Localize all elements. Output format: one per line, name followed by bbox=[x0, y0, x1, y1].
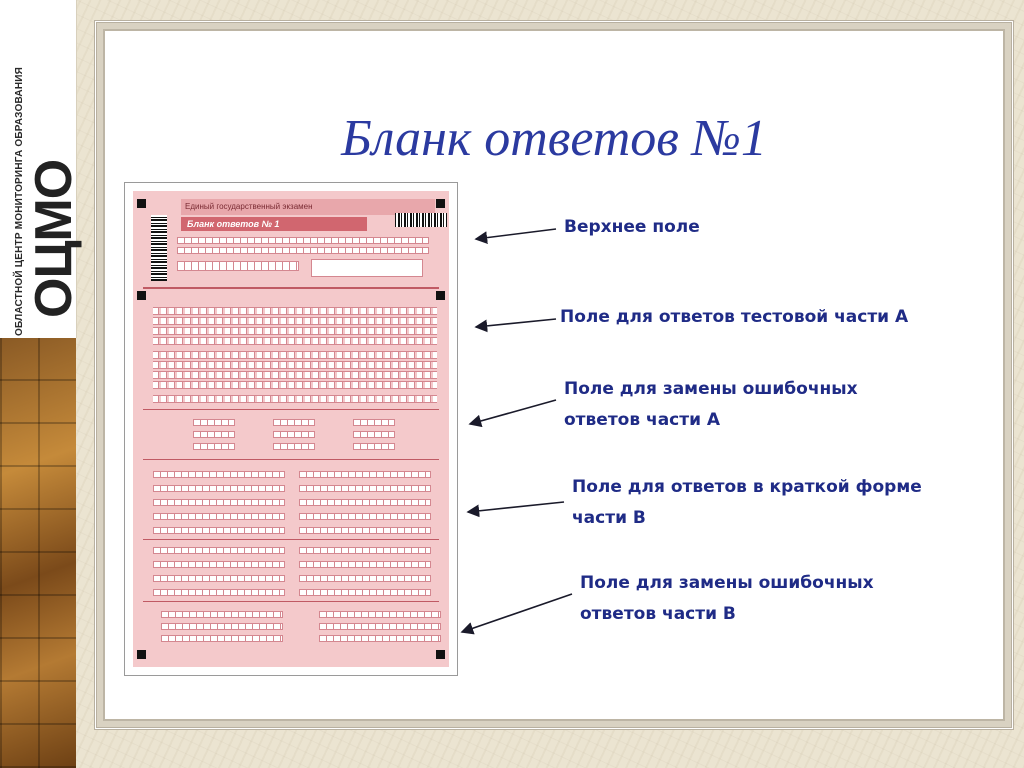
annotation-top-field: Верхнее поле bbox=[564, 217, 700, 237]
annotation-part-a: Поле для ответов тестовой части А bbox=[560, 307, 909, 327]
annotation-part-b-replace: Поле для замены ошибочных ответов части В bbox=[580, 573, 874, 624]
annotation-part-a-replace: Поле для замены ошибочных ответов части А bbox=[564, 379, 858, 430]
arrow-part-a-replace bbox=[470, 400, 556, 424]
arrow-part-b-replace bbox=[462, 594, 572, 632]
logo-abbreviation: ОЦМО bbox=[25, 159, 83, 318]
arrow-top-field bbox=[476, 229, 556, 239]
arrow-part-b bbox=[468, 502, 564, 512]
slide-title: Бланк ответов №1 bbox=[341, 110, 767, 167]
arrow-part-a bbox=[476, 319, 556, 327]
form-subtitle: Бланк ответов № 1 bbox=[181, 217, 367, 231]
form-header: Единый государственный экзамен bbox=[181, 199, 435, 215]
annotation-part-b: Поле для ответов в краткой форме части В bbox=[572, 477, 922, 528]
logo-organization-name: ОБЛАСТНОЙ ЦЕНТР МОНИТОРИНГА ОБРАЗОВАНИЯ bbox=[14, 66, 25, 336]
